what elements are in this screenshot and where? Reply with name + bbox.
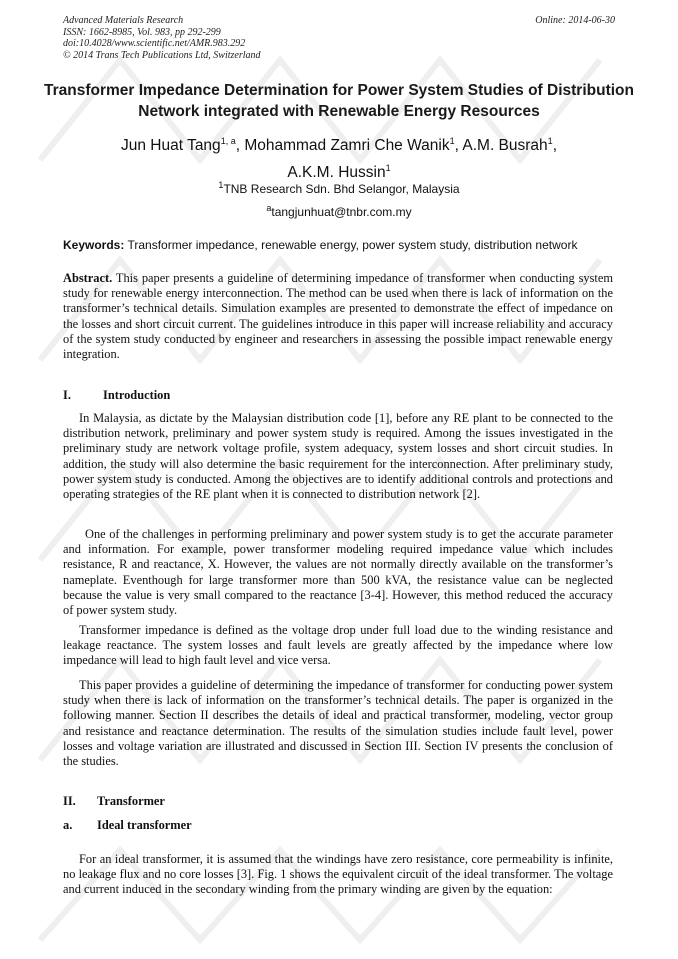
author-affiliation-mark: 1 [385,163,391,174]
intro-paragraph-1: In Malaysia, as dictate by the Malaysian distribution code [1], before any RE plant to be connected to the distribution network, preliminary and power system study is required. Among the issues investigated in the preliminary study are network voltage profile, system adequacy, system losses and short circuit studies. In addition, the study will also determine the basic requirement for the interconnection. After preliminary study, power system study is conducted. Among the objectives are to identify additional controls and protections and operating strategies of the RE plant when it is connected to distribution network [2]. [63,411,613,502]
ideal-transformer-paragraph: For an ideal transformer, it is assumed that the windings have zero resistance, core permeability is infinite, no leakage flux and no core losses [3]. Fig. 1 shows the equivalent circuit of the ideal transformer. The voltage and current induced in the secondary winding from the primary winding are given by the equation: [63,852,613,897]
section-heading-introduction [63,388,170,403]
author-affiliation-mark: 1, a [220,136,236,146]
doi-line: doi:10.4028/www.scientific.net/AMR.983.292 [63,38,246,49]
keywords-label: Keywords: [63,238,125,252]
email-mark: a [266,203,272,213]
section-number: II. [63,794,76,808]
author-affiliation-mark: 1 [547,136,553,146]
keywords [63,238,623,252]
online-date: Online: 2014-06-30 [535,15,615,26]
author-affiliation-mark: 1 [449,136,455,146]
subsection-number: a. [63,818,73,832]
keywords-text: Transformer impedance, renewable energy, power system study, distribution network [124,238,578,252]
author-email [40,203,638,219]
section-number: I. [63,388,71,402]
section-heading-transformer [63,794,165,809]
author-name: , Mohammad Zamri Che Wanik [235,137,450,155]
affiliation-mark: 1 [218,180,224,190]
author-name: , A.M. Busrah [454,137,548,155]
email-text: tangjunhuat@tnbr.com.my [271,205,412,219]
intro-paragraph-2: One of the challenges in performing preliminary and power system study is to get the accurate parameter and information. For example, power transformer modeling required impedance value which includes resistance, R and reactance, X. However, the values are not normally directly available on the transformer’s nameplate. Eventhough for large transformer more than 500 kVA, the resistance value can be neglected because the value is very small compared to the reactance [3-4]. However, this method reduced the accuracy of power system study. [63,527,613,618]
subsection-heading-ideal-transformer [63,818,192,833]
intro-paragraph-4: This paper provides a guideline of determining the impedance of transformer for conducting power system study when there is lack of information on the transformer’s technical details. The paper is organized in the following manner. Section II describes the details of ideal and practical transformer, modeling, vector group and resistance and reactance determination. The results of the simulation studies include fault level, power losses and voltage variation are illustrated and discussed in Section III. Section IV presents the conclusion of the studies. [63,678,613,769]
intro-paragraph-3: Transformer impedance is defined as the voltage drop under full load due to the winding resistance and leakage reactance. The system losses and fault levels are greatly affected by the impedance where low impedance will lead to high fault level and vice versa. [63,623,613,668]
affiliation [40,180,638,196]
journal-header [63,15,261,61]
section-title: Transformer [97,794,165,808]
affiliation-text: TNB Research Sdn. Bhd Selangor, Malaysia [223,182,460,196]
author-name: Jun Huat Tang [121,137,221,155]
author-list [40,130,638,184]
paper-title: Transformer Impedance Determination for Power System Studies of Distribution Network integrated with Renewable Energy Resources [44,82,634,120]
author-name: A.K.M. Hussin [287,164,386,182]
journal-name: Advanced Materials Research [63,15,184,26]
abstract-text: This paper presents a guideline of determining impedance of transformer when conducting system study for renewable energy interconnection. The method can be used when there is lack of information on the transformer’s technical details. Simulation examples are presented to demonstrate the effect of impedance on the losses and short circuit current. The guidelines introduce in this paper will increase reliability and accuracy of the system study conducted by engineer and researchers in assessing the possible impact renewable energy integration. [63,271,613,362]
abstract [63,271,613,362]
issn-line: ISSN: 1662-8985, Vol. 983, pp 292-299 [63,26,221,38]
abstract-label: Abstract. [63,271,113,285]
section-title: Introduction [103,388,171,402]
subsection-title: Ideal transformer [97,818,192,832]
copyright-line: © 2014 Trans Tech Publications Ltd, Switzerland [63,49,261,61]
author-separator: , [552,137,557,155]
